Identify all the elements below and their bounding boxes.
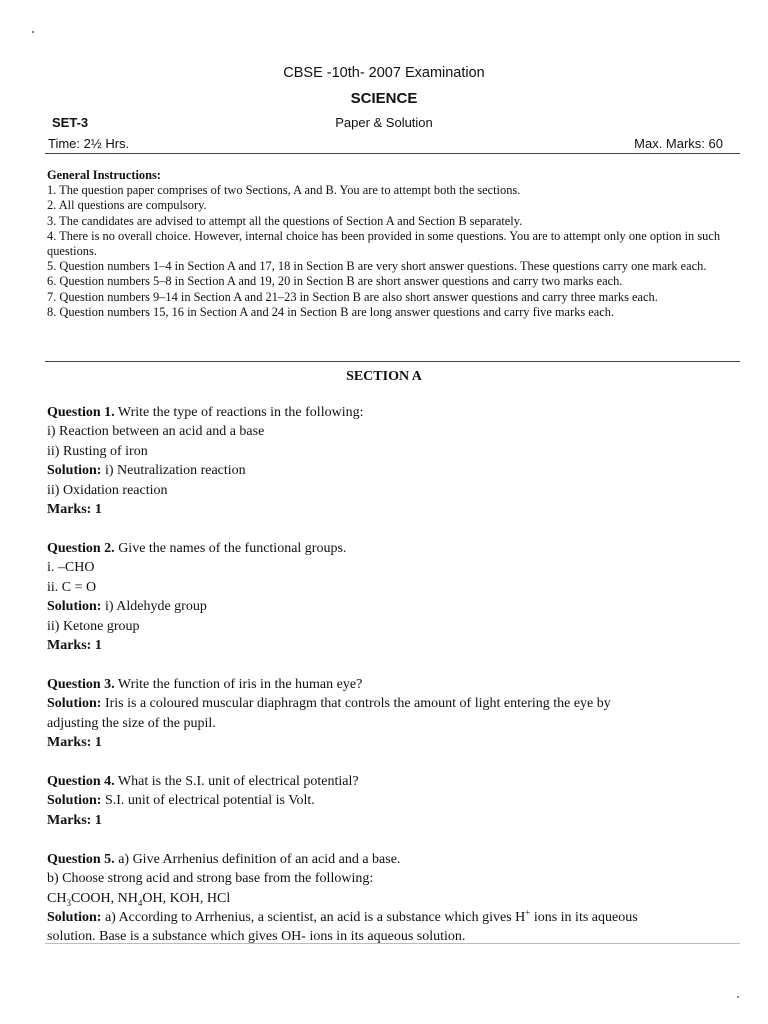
solution-text: a) According to Arrhenius, a scientist, an acid is a substance which gives H <box>101 909 526 925</box>
solution-text: i) Aldehyde group <box>101 599 207 615</box>
solution-label: Solution: <box>47 463 102 479</box>
solution-subline: adjusting the size of the pupil. <box>47 715 216 731</box>
question-label: Question 5. <box>47 851 115 867</box>
solution-line <box>47 908 737 927</box>
question-block-2 <box>47 539 737 655</box>
question-subline: ii. C = O <box>47 579 97 595</box>
header-divider <box>45 153 740 154</box>
question-subline: b) Choose strong acid and strong base from the following: <box>47 871 374 887</box>
question-block-3 <box>47 675 737 753</box>
question-subline: i. –CHO <box>47 560 95 576</box>
subject-title: SCIENCE <box>350 90 418 107</box>
solution-subline: ii) Ketone group <box>47 618 140 634</box>
question-text: Write the function of iris in the human eye? <box>114 676 363 692</box>
question-label: Question 2. <box>47 540 115 556</box>
chemical-list: $CH_3COOH$, $NH_4OH$, KOH, HCl <box>47 890 231 908</box>
question-label: Question 4. <box>47 774 115 789</box>
solution-text-cont: ions in its aqueous <box>530 909 638 925</box>
question-subline: i) Reaction between an acid and a base <box>47 424 265 440</box>
question-line <box>47 772 737 791</box>
solution-label: Solution: <box>47 909 102 925</box>
instruction-item: 7. Question numbers 9–14 in Section A and 21–23 in Section B are also short answer questions and carry three marks each. <box>47 289 658 304</box>
question-line <box>47 403 737 422</box>
instructions-heading: General Instructions: <box>47 168 161 182</box>
marks-label: Marks: 1 <box>47 637 102 653</box>
paper-subtitle: Paper & Solution <box>335 115 433 130</box>
max-marks-label: Max. Marks: 60 <box>634 136 723 151</box>
solution-label: Solution: <box>47 599 102 615</box>
instruction-item: 5. Question numbers 1–4 in Section A and 17, 18 in Section B are very short answer questions. These questions carry one mark each. <box>47 259 707 274</box>
questions-list <box>47 403 737 966</box>
instruction-item: 4. There is no overall choice. However, internal choice has been provided in some questions. You are to attempt only one option in such questions. <box>47 228 721 259</box>
question-text: a) Give Arrhenius definition of an acid and a base. <box>114 851 401 867</box>
speck-bottom-right <box>737 996 739 998</box>
instruction-item: 2. All questions are compulsory. <box>47 198 207 213</box>
question-block-1 <box>47 403 737 519</box>
instructions-divider <box>45 361 740 362</box>
solution-line <box>47 461 737 480</box>
subscript: 4 <box>137 897 143 908</box>
solution-subline: ii) Oxidation reaction <box>47 482 168 498</box>
question-block-4 <box>47 772 737 830</box>
solution-label: Solution: <box>47 793 102 809</box>
page-bottom-divider <box>45 943 740 944</box>
instruction-item: 3. The candidates are advised to attempt all the questions of Section A and Section B separately. <box>47 213 523 228</box>
solution-text: S.I. unit of electrical potential is Volt. <box>101 793 315 809</box>
subscript: 3 <box>66 897 71 908</box>
section-title: SECTION A <box>346 369 422 384</box>
question-block-5 <box>47 850 737 947</box>
instruction-item: 8. Question numbers 15, 16 in Section A and 24 in Section B are long answer questions and carry five marks each. <box>47 304 615 319</box>
speck-top-left <box>32 31 34 33</box>
solution-line <box>47 694 737 713</box>
question-text: Give the names of the functional groups. <box>114 540 347 556</box>
solution-label: Solution: <box>47 696 102 712</box>
solution-line <box>47 791 737 810</box>
question-line <box>47 539 737 558</box>
question-text: Write the type of reactions in the following: <box>114 405 364 420</box>
instruction-item: 1. The question paper comprises of two Sections, A and B. You are to attempt both the sections. <box>47 183 521 198</box>
superscript: + <box>525 907 531 918</box>
marks-label: Marks: 1 <box>47 735 102 751</box>
marks-label: Marks: 1 <box>47 812 102 828</box>
time-label: Time: 2½ Hrs. <box>48 136 130 151</box>
general-instructions <box>47 168 737 320</box>
question-text: What is the S.I. unit of electrical potential? <box>114 774 359 789</box>
question-subline: ii) Rusting of iron <box>47 443 148 459</box>
solution-text: Iris is a coloured muscular diaphragm that controls the amount of light entering the eye by <box>101 696 611 712</box>
solution-line <box>47 597 737 616</box>
question-label: Question 1. <box>47 405 115 420</box>
question-label: Question 3. <box>47 676 115 692</box>
question-line <box>47 675 737 694</box>
solution-subline: solution. Base is a substance which gives OH- ions in its aqueous solution. <box>47 929 466 945</box>
question-line <box>47 850 737 869</box>
solution-text: i) Neutralization reaction <box>101 463 246 479</box>
exam-title: CBSE -10th- 2007 Examination <box>283 65 485 81</box>
instruction-item: 6. Question numbers 5–8 in Section A and 19, 20 in Section B are short answer questions and carry two marks each. <box>47 274 623 289</box>
marks-label: Marks: 1 <box>47 502 102 518</box>
set-label: SET-3 <box>52 115 89 130</box>
